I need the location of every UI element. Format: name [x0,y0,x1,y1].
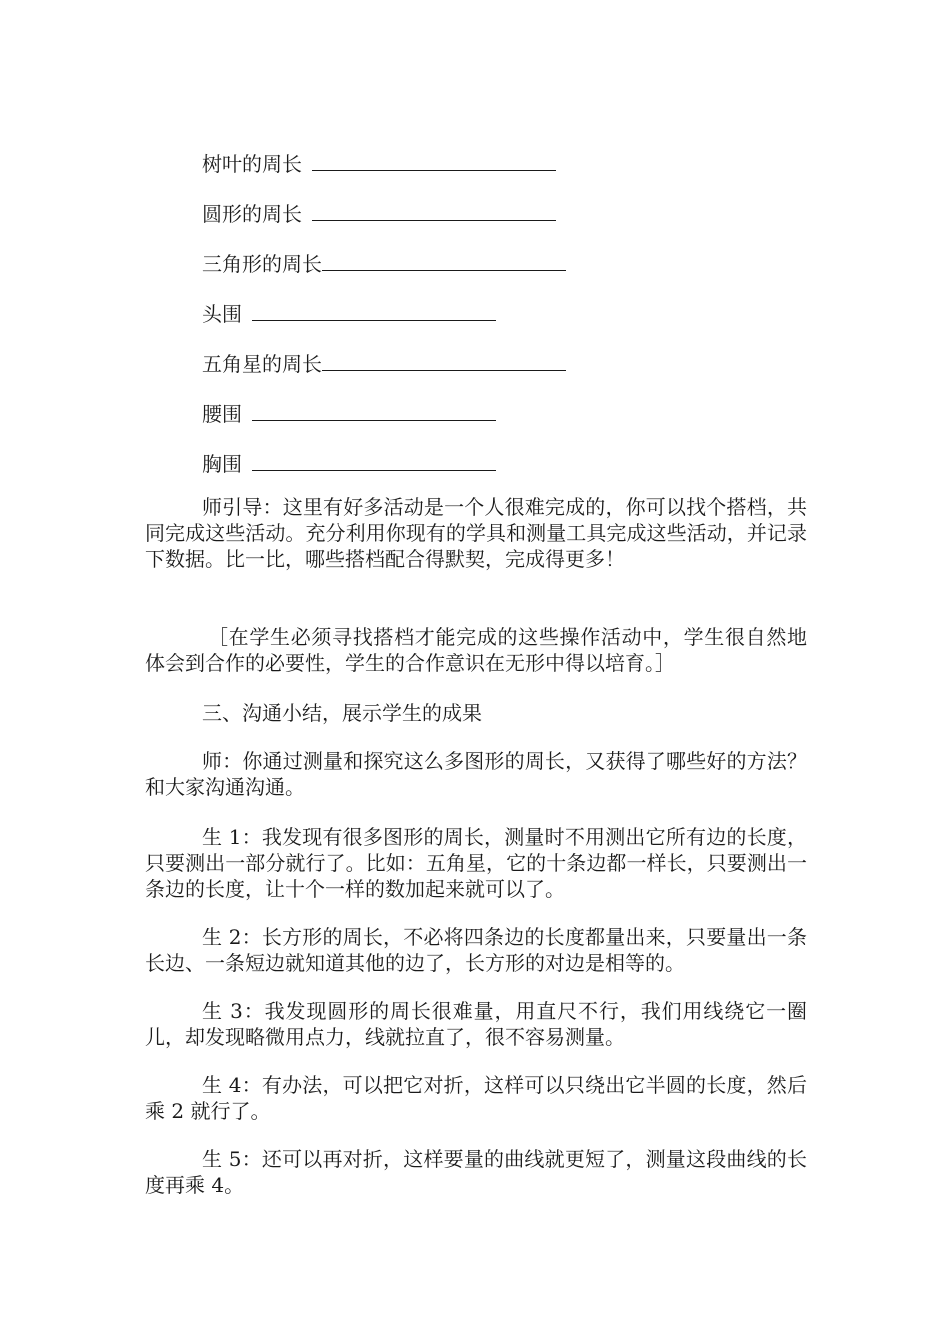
answer-blank[interactable] [252,400,496,421]
answer-blank[interactable] [252,450,496,471]
fill-item-circle-perimeter [202,200,556,227]
student-2-paragraph: 生 2：长方形的周长，不必将四条边的长度都量出来，只要量出一条长边、一条短边就知道其他的边了，长方形的对边是相等的。 [145,925,807,975]
answer-blank[interactable] [322,250,566,271]
teacher-question-paragraph: 师：你通过测量和探究这么多图形的周长，又获得了哪些好的方法？和大家沟通沟通。 [145,749,807,799]
answer-blank[interactable] [322,350,566,371]
fill-item-triangle-perimeter [202,250,566,277]
student-4-paragraph: 生 4：有办法，可以把它对折，这样可以只绕出它半圆的长度，然后乘 2 就行了。 [145,1073,807,1123]
fill-item-leaf-perimeter [202,150,556,177]
fill-item-label: 树叶的周长 [202,152,302,176]
fill-item-label: 三角形的周长 [202,252,322,276]
answer-blank[interactable] [312,150,556,171]
student-1-paragraph: 生 1：我发现有很多图形的周长，测量时不用测出它所有边的长度，只要测出一部分就行了。比如：五角星，它的十条边都一样长，只要测出一条边的长度，让十个一样的数加起来就可以了。 [145,825,807,901]
section-heading: 三、沟通小结，展示学生的成果 [202,701,482,725]
teaching-note-paragraph: ［在学生必须寻找搭档才能完成的这些操作活动中，学生很自然地体会到合作的必要性，学生的合作意识在无形中得以培育。］ [145,625,807,675]
fill-item-star-perimeter [202,350,566,377]
fill-item-waist-circumference [202,400,496,427]
fill-item-label: 五角星的周长 [202,352,322,376]
fill-item-head-circumference [202,300,496,327]
fill-item-label: 胸围 [202,452,242,476]
fill-item-label: 腰围 [202,402,242,426]
answer-blank[interactable] [312,200,556,221]
teacher-guidance-paragraph: 师引导：这里有好多活动是一个人很难完成的，你可以找个搭档，共同完成这些活动。充分利用你现有的学具和测量工具完成这些活动，并记录下数据。比一比，哪些搭档配合得默契，完成得更多！ [145,495,807,571]
answer-blank[interactable] [252,300,496,321]
student-5-paragraph: 生 5：还可以再对折，这样要量的曲线就更短了，测量这段曲线的长度再乘 4。 [145,1147,807,1197]
fill-item-label: 头围 [202,302,242,326]
fill-item-label: 圆形的周长 [202,202,302,226]
student-3-paragraph: 生 3：我发现圆形的周长很难量，用直尺不行，我们用线绕它一圈儿，却发现略微用点力，线就拉直了，很不容易测量。 [145,999,807,1049]
fill-item-chest-circumference [202,450,496,477]
